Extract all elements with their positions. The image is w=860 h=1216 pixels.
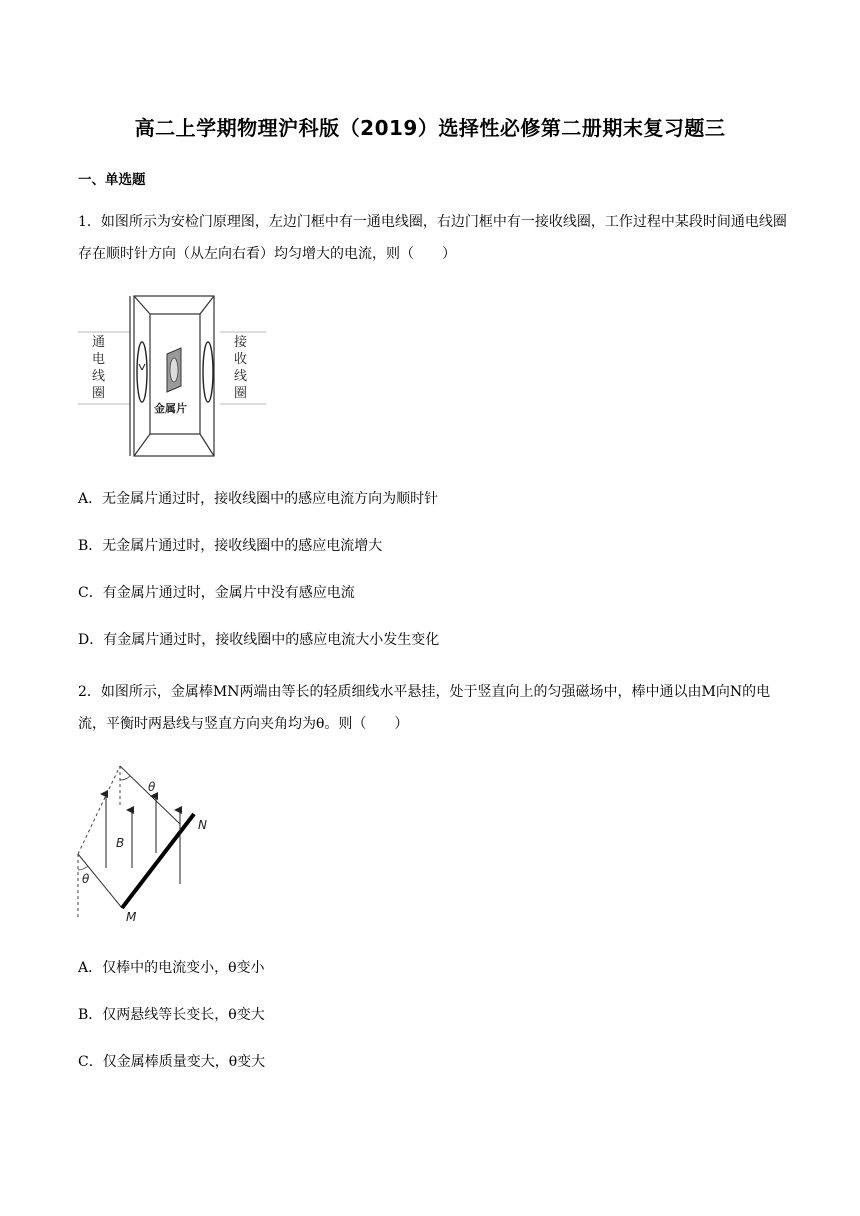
- question-1-figure: [78, 292, 268, 462]
- question-1-option-c: C．有金属片通过时，金属片中没有感应电流: [78, 585, 355, 601]
- transmit-coil-label: 通 电 线 圈: [92, 335, 106, 401]
- question-1-option-a: A．无金属片通过时，接收线圈中的感应电流方向为顺时针: [78, 491, 439, 507]
- question-2-option-b: B．仅两悬线等长变长，θ变大: [78, 1007, 265, 1023]
- question-2-option-a: A．仅棒中的电流变小，θ变小: [78, 960, 265, 976]
- end-n-label: N: [198, 818, 207, 832]
- field-b-label: B: [116, 836, 125, 850]
- theta-label-top: θ: [148, 780, 156, 794]
- end-m-label: M: [126, 910, 137, 924]
- question-1-option-b: B．无金属片通过时，接收线圈中的感应电流增大: [78, 538, 383, 554]
- question-1-option-d: D．有金属片通过时，接收线圈中的感应电流大小发生变化: [78, 632, 440, 648]
- section-heading: 一、单选题: [78, 172, 146, 188]
- question-2-text: 2．如图所示，金属棒MN两端由等长的轻质细线水平悬挂，处于竖直向上的匀强磁场中，棒中通以由M向N的电流，平衡时两悬线与竖直方向夹角均为θ。则（ ）: [78, 684, 771, 732]
- suspended-rod-diagram: [76, 758, 216, 928]
- metal-piece-label: 金属片: [154, 402, 187, 415]
- receive-coil-label: 接 收 线 圈: [234, 335, 248, 401]
- theta-label-bottom: θ: [82, 872, 90, 886]
- question-2-figure: [76, 758, 216, 928]
- page-title: 高二上学期物理沪科版（2019）选择性必修第二册期末复习题三: [134, 116, 726, 140]
- question-1-text: 1．如图所示为安检门原理图，左边门框中有一通电线圈，右边门框中有一接收线圈，工作过程中某段时间通电线圈存在顺时针方向（从左向右看）均匀增大的电流，则（ ）: [78, 214, 787, 262]
- question-2-option-c: C．仅金属棒质量变大，θ变大: [78, 1054, 266, 1070]
